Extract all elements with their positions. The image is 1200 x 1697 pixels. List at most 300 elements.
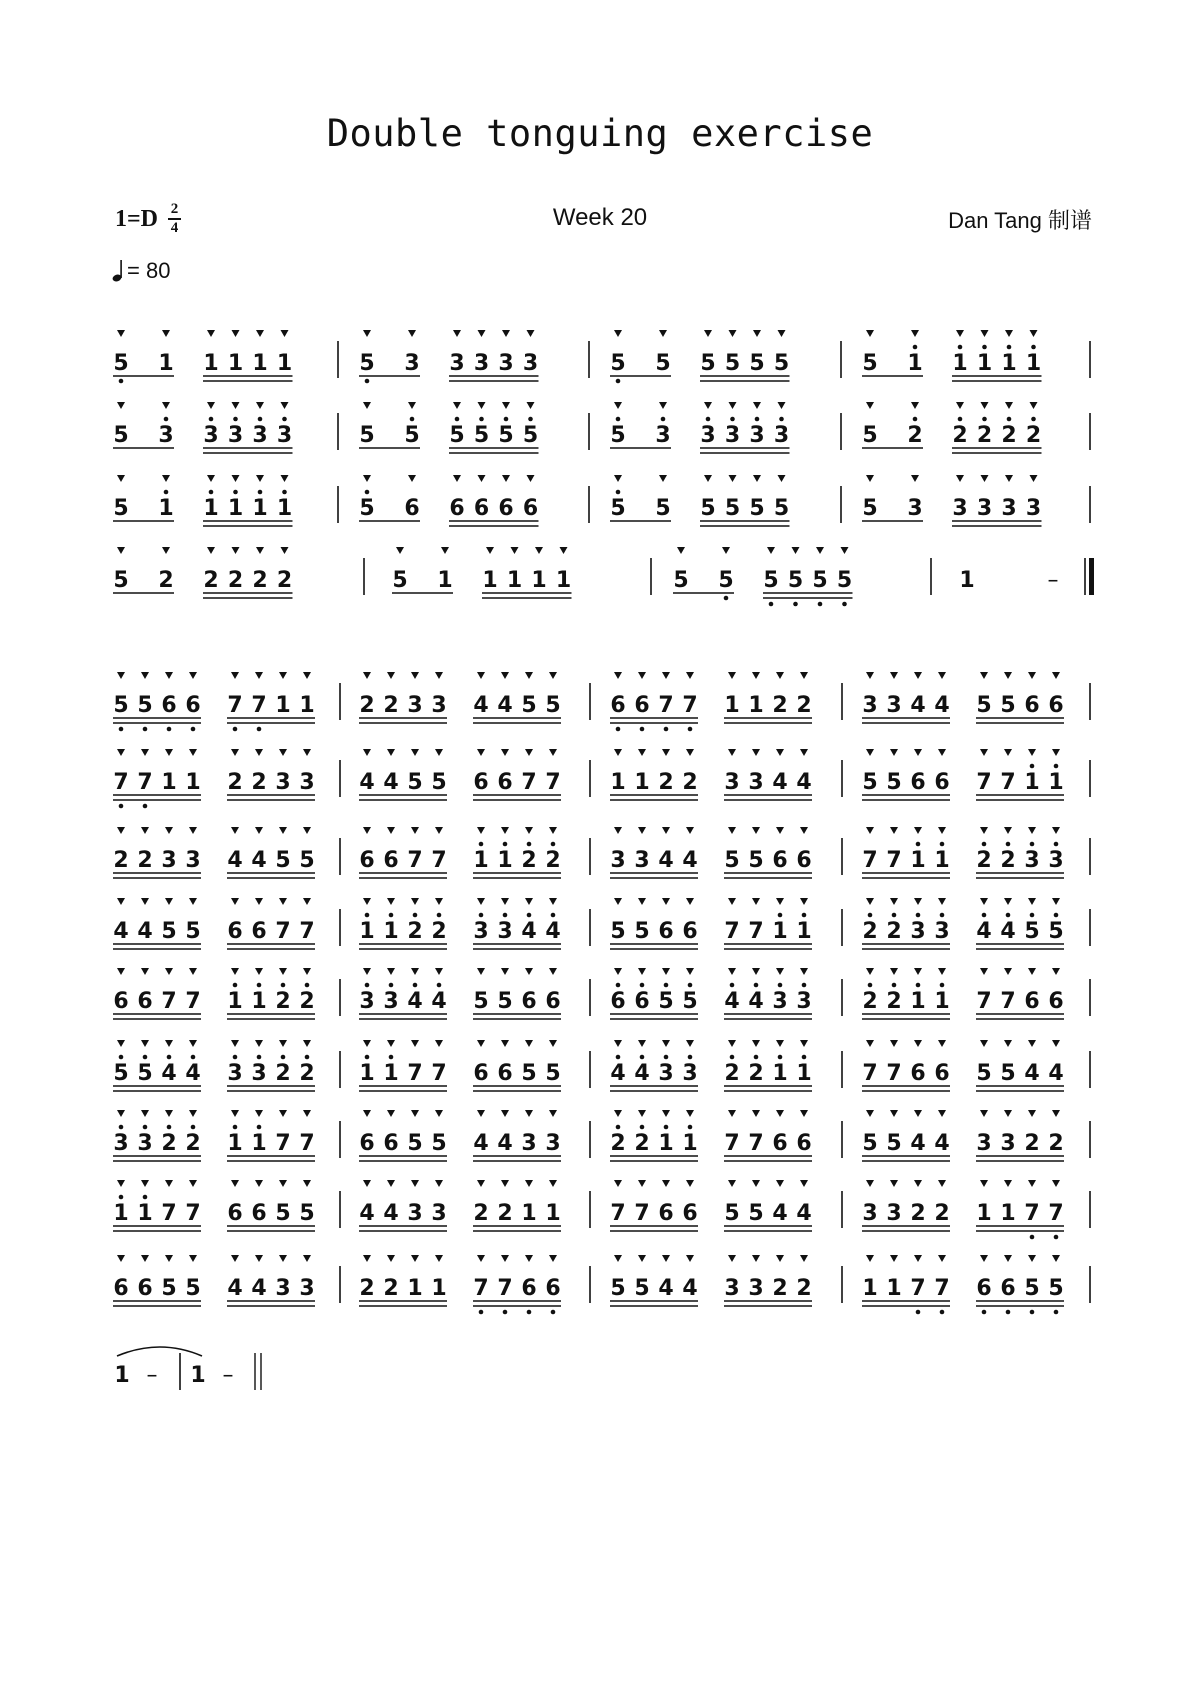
note: 5 (275, 848, 291, 873)
staccato-mark (686, 1110, 694, 1117)
note: 3 (700, 423, 716, 448)
staccato-mark (387, 1255, 395, 1262)
note: 5 (473, 989, 489, 1014)
staccato-mark (387, 968, 395, 975)
octave-down-dot (551, 1310, 556, 1315)
staccato-mark (1004, 898, 1012, 905)
staccato-mark (165, 968, 173, 975)
note: 5 (610, 351, 626, 376)
octave-up-dot (209, 490, 214, 495)
note: 5 (700, 351, 716, 376)
note: 3 (252, 423, 268, 448)
note: 6 (634, 989, 650, 1014)
note: 7 (1000, 770, 1016, 795)
final-barline-thick (1089, 558, 1094, 595)
staccato-mark (1052, 968, 1060, 975)
note: 5 (431, 770, 447, 795)
note: 6 (910, 1061, 926, 1086)
note: 1 (276, 351, 293, 376)
staccato-mark (231, 1040, 239, 1047)
octave-up-dot (389, 983, 394, 988)
note: 7 (521, 770, 537, 795)
note: 3 (748, 1276, 764, 1301)
note: 6 (658, 919, 674, 944)
note: 5 (431, 1131, 447, 1156)
note: 5 (137, 693, 153, 718)
note: 1 (158, 351, 174, 376)
staccato-mark (614, 968, 622, 975)
staccato-mark (232, 475, 240, 482)
staccato-mark (411, 898, 419, 905)
note: 2 (227, 770, 243, 795)
staccato-mark (728, 968, 736, 975)
staccato-mark (117, 672, 125, 679)
note: 1 (796, 919, 812, 944)
staccato-mark (686, 672, 694, 679)
note: 6 (521, 1276, 537, 1301)
octave-up-dot (640, 1125, 645, 1130)
staccato-mark (1028, 1180, 1036, 1187)
note: 5 (610, 919, 626, 944)
octave-up-dot (664, 983, 669, 988)
note: 2 (724, 1061, 740, 1086)
octave-up-dot (365, 983, 370, 988)
octave-up-dot (1030, 764, 1035, 769)
note: 4 (251, 848, 267, 873)
octave-up-dot (437, 983, 442, 988)
note: 2 (658, 770, 674, 795)
octave-up-dot (868, 983, 873, 988)
note: 6 (1024, 693, 1040, 718)
octave-up-dot (437, 913, 442, 918)
staccato-mark (980, 672, 988, 679)
staccato-mark (279, 749, 287, 756)
staccato-mark (502, 330, 510, 337)
staccato-mark (866, 475, 874, 482)
staccato-mark (638, 1110, 646, 1117)
note: 5 (724, 1201, 740, 1226)
octave-up-dot (1007, 345, 1012, 350)
note: 1 (934, 848, 950, 873)
note: 3 (749, 423, 765, 448)
staccato-mark (363, 1040, 371, 1047)
note: 6 (137, 989, 153, 1014)
note: 3 (521, 1131, 537, 1156)
staccato-mark (162, 330, 170, 337)
note: 2 (431, 919, 447, 944)
staccato-mark (255, 1110, 263, 1117)
note: 1 (275, 693, 291, 718)
staccato-mark (363, 1255, 371, 1262)
staccato-mark (638, 1255, 646, 1262)
octave-down-dot (1006, 1310, 1011, 1315)
octave-up-dot (940, 983, 945, 988)
note: 5 (1024, 919, 1040, 944)
staccato-mark (501, 672, 509, 679)
staccato-mark (662, 749, 670, 756)
staccato-mark (938, 672, 946, 679)
octave-up-dot (479, 417, 484, 422)
note: 6 (910, 770, 926, 795)
staccato-mark (255, 898, 263, 905)
octave-down-dot (191, 727, 196, 732)
staccato-mark (501, 749, 509, 756)
staccato-mark (890, 1255, 898, 1262)
time-signature-top: 2 (170, 201, 179, 217)
note: 2 (952, 423, 968, 448)
note: 1 (748, 693, 764, 718)
note: 7 (431, 848, 447, 873)
note: 7 (610, 1201, 626, 1226)
note: 5 (137, 1061, 153, 1086)
octave-up-dot (528, 417, 533, 422)
staccato-mark (662, 898, 670, 905)
note: 6 (383, 1131, 399, 1156)
note: 6 (497, 1061, 513, 1086)
note: 2 (113, 848, 129, 873)
staccato-mark (776, 672, 784, 679)
staccato-mark (255, 749, 263, 756)
note: 1 (431, 1276, 447, 1301)
staccato-mark (279, 968, 287, 975)
staccato-mark (938, 749, 946, 756)
note: 4 (772, 770, 788, 795)
octave-up-dot (119, 1195, 124, 1200)
staccato-mark (938, 968, 946, 975)
octave-up-dot (257, 983, 262, 988)
staccato-mark (478, 402, 486, 409)
note: 2 (1000, 848, 1016, 873)
staccato-mark (279, 898, 287, 905)
staccato-mark (1030, 475, 1038, 482)
staccato-mark (231, 898, 239, 905)
staccato-mark (141, 1255, 149, 1262)
staccato-mark (525, 1180, 533, 1187)
note: 5 (610, 423, 626, 448)
note: 6 (1000, 1276, 1016, 1301)
staccato-mark (866, 827, 874, 834)
note: 1 (252, 496, 268, 521)
note: 1 (203, 351, 219, 376)
note: 5 (682, 989, 698, 1014)
note: 7 (251, 693, 267, 718)
staccato-mark (866, 672, 874, 679)
staccato-mark (477, 968, 485, 975)
note: 2 (158, 568, 174, 593)
note: 1 (772, 919, 788, 944)
staccato-mark (914, 672, 922, 679)
note: 5 (886, 1131, 902, 1156)
note: 1 (1024, 770, 1040, 795)
octave-up-dot (664, 1125, 669, 1130)
staccato-mark (938, 827, 946, 834)
note: 6 (227, 1201, 243, 1226)
note: 1 (113, 1201, 129, 1226)
octave-up-dot (688, 983, 693, 988)
note: 3 (473, 351, 490, 376)
note: 3 (1001, 496, 1017, 521)
staccato-mark (776, 898, 784, 905)
note: 6 (359, 1131, 375, 1156)
staccato-mark (1004, 827, 1012, 834)
staccato-mark (728, 672, 736, 679)
note: 4 (545, 919, 561, 944)
octave-up-dot (730, 983, 735, 988)
staccato-mark (729, 330, 737, 337)
staccato-mark (614, 827, 622, 834)
subtitle: Week 20 (552, 204, 648, 231)
note: 6 (137, 1276, 153, 1301)
staccato-mark (614, 1255, 622, 1262)
note: 6 (251, 919, 267, 944)
staccato-mark (441, 547, 449, 554)
staccato-mark (914, 1040, 922, 1047)
note: 1 (1001, 351, 1017, 376)
octave-down-dot (940, 1310, 945, 1315)
octave-up-dot (778, 913, 783, 918)
staccato-mark (800, 1110, 808, 1117)
note: 6 (497, 770, 513, 795)
staccato-mark (752, 1180, 760, 1187)
staccato-mark (752, 749, 760, 756)
octave-up-dot (233, 1125, 238, 1130)
staccato-mark (677, 547, 685, 554)
staccato-mark (279, 672, 287, 679)
staccato-mark (525, 1255, 533, 1262)
staccato-mark (231, 968, 239, 975)
staccato-mark (1052, 1255, 1060, 1262)
staccato-mark (890, 1110, 898, 1117)
staccato-mark (408, 402, 416, 409)
note: 5 (724, 848, 740, 873)
staccato-mark (363, 1180, 371, 1187)
staccato-mark (207, 330, 215, 337)
octave-down-dot (527, 1310, 532, 1315)
staccato-mark (453, 330, 461, 337)
staccato-mark (980, 1040, 988, 1047)
staccato-mark (435, 1110, 443, 1117)
note: 5 (610, 1276, 626, 1301)
staccato-mark (1004, 1040, 1012, 1047)
note: 3 (724, 1276, 740, 1301)
staccato-mark (189, 1255, 197, 1262)
octave-down-dot (257, 727, 262, 732)
staccato-mark (281, 402, 289, 409)
staccato-mark (938, 1180, 946, 1187)
note: 1 (658, 1131, 674, 1156)
octave-up-dot (503, 913, 508, 918)
note: 2 (161, 1131, 177, 1156)
octave-up-dot (982, 842, 987, 847)
staccato-mark (411, 1110, 419, 1117)
staccato-mark (363, 475, 371, 482)
octave-up-dot (503, 842, 508, 847)
staccato-mark (501, 1040, 509, 1047)
note: 7 (161, 989, 177, 1014)
octave-down-dot (724, 596, 729, 601)
note: 7 (299, 1131, 315, 1156)
octave-up-dot (191, 1125, 196, 1130)
staccato-mark (363, 968, 371, 975)
staccato-mark (501, 968, 509, 975)
staccato-mark (1052, 1180, 1060, 1187)
note: 6 (634, 693, 650, 718)
note: 4 (724, 989, 740, 1014)
note: 3 (251, 1061, 267, 1086)
staccato-mark (728, 1110, 736, 1117)
note: 2 (275, 989, 291, 1014)
staccato-mark (980, 749, 988, 756)
note: 6 (498, 496, 514, 521)
note: 2 (862, 989, 878, 1014)
octave-up-dot (982, 345, 987, 350)
staccato-mark (411, 749, 419, 756)
note: 7 (886, 848, 902, 873)
staccato-mark (477, 1040, 485, 1047)
note: 5 (275, 1201, 291, 1226)
note: 1 (724, 693, 740, 718)
note: 2 (796, 1276, 812, 1301)
note: 3 (299, 1276, 315, 1301)
note: 3 (724, 423, 741, 448)
note: 6 (521, 989, 537, 1014)
composer-credit: Dan Tang 制谱 (948, 208, 1092, 233)
octave-up-dot (413, 913, 418, 918)
note: 3 (1024, 848, 1040, 873)
staccato-mark (232, 547, 240, 554)
note: 4 (227, 848, 243, 873)
note: 1 (359, 919, 375, 944)
staccato-mark (165, 1040, 173, 1047)
note: 7 (473, 1276, 489, 1301)
staccato-mark (231, 749, 239, 756)
octave-up-dot (688, 1055, 693, 1060)
note: 6 (251, 1201, 267, 1226)
note: 2 (772, 693, 788, 718)
staccato-mark (981, 475, 989, 482)
note: 2 (359, 1276, 375, 1301)
staccato-mark (914, 1180, 922, 1187)
note: 1 (227, 1131, 243, 1156)
staccato-mark (890, 968, 898, 975)
staccato-mark (956, 330, 964, 337)
staccato-mark (890, 1040, 898, 1047)
note: 1 (299, 693, 315, 718)
staccato-mark (255, 672, 263, 679)
note: 3 (203, 423, 219, 448)
note: 7 (976, 770, 992, 795)
octave-up-dot (730, 1055, 735, 1060)
staccato-mark (408, 330, 416, 337)
note: 1 (634, 770, 650, 795)
note: 7 (227, 693, 243, 718)
staccato-mark (501, 1180, 509, 1187)
staccato-mark (117, 547, 125, 554)
staccato-mark (279, 1040, 287, 1047)
staccato-mark (525, 749, 533, 756)
staccato-mark (752, 1255, 760, 1262)
note: 2 (976, 423, 993, 448)
octave-up-dot (913, 345, 918, 350)
note: 5 (700, 496, 716, 521)
octave-up-dot (527, 842, 532, 847)
staccato-mark (363, 402, 371, 409)
note: 4 (748, 989, 764, 1014)
staccato-mark (117, 1180, 125, 1187)
note: 3 (522, 351, 539, 376)
note: 1 (437, 568, 453, 593)
staccato-mark (728, 1040, 736, 1047)
staccato-mark (638, 749, 646, 756)
note: 3 (158, 423, 174, 448)
note: 2 (497, 1201, 513, 1226)
note: 2 (383, 693, 399, 718)
octave-up-dot (257, 1125, 262, 1130)
staccato-mark (866, 968, 874, 975)
note: 6 (976, 1276, 992, 1301)
note: 3 (886, 1201, 902, 1226)
note: 4 (473, 1131, 489, 1156)
staccato-mark (614, 898, 622, 905)
staccato-mark (303, 1040, 311, 1047)
note: 7 (1048, 1201, 1064, 1226)
key-label: 1=D (115, 205, 159, 232)
note: 4 (976, 919, 992, 944)
staccato-mark (232, 330, 240, 337)
note: 5 (299, 1201, 315, 1226)
staccato-mark (141, 749, 149, 756)
staccato-mark (256, 330, 264, 337)
note: 1 (161, 770, 177, 795)
staccato-mark (1004, 749, 1012, 756)
staccato-mark (638, 827, 646, 834)
staccato-mark (638, 968, 646, 975)
staccato-mark (800, 898, 808, 905)
octave-up-dot (258, 417, 263, 422)
note: 1 (772, 1061, 788, 1086)
note: 2 (772, 1276, 788, 1301)
note: 7 (862, 1061, 878, 1086)
octave-up-dot (257, 1055, 262, 1060)
octave-up-dot (802, 983, 807, 988)
note: 1 (497, 848, 513, 873)
staccato-mark (549, 968, 557, 975)
staccato-mark (411, 968, 419, 975)
staccato-mark (728, 749, 736, 756)
staccato-mark (256, 402, 264, 409)
octave-up-dot (365, 913, 370, 918)
octave-down-dot (688, 727, 693, 732)
staccato-mark (914, 898, 922, 905)
note: 6 (772, 848, 788, 873)
staccato-mark (207, 547, 215, 554)
note: 4 (610, 1061, 626, 1086)
staccato-mark (800, 749, 808, 756)
staccato-mark (525, 827, 533, 834)
octave-up-dot (982, 913, 987, 918)
note: 5 (1000, 693, 1016, 718)
note: 3 (907, 496, 923, 521)
note: 2 (137, 848, 153, 873)
octave-up-dot (913, 417, 918, 422)
octave-down-dot (1054, 1235, 1059, 1240)
staccato-mark (363, 330, 371, 337)
octave-up-dot (802, 913, 807, 918)
staccato-mark (614, 402, 622, 409)
note: 7 (431, 1061, 447, 1086)
note: 3 (383, 989, 399, 1014)
note: 5 (748, 848, 764, 873)
